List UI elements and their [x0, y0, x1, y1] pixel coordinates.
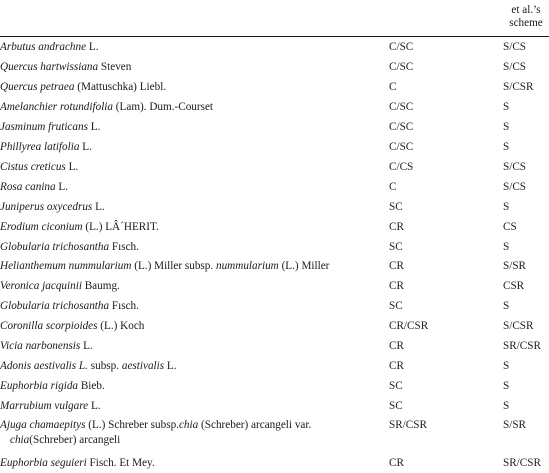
table-row: [0, 453, 549, 473]
species-cell: [0, 316, 144, 336]
strategy-cell: C/CS: [389, 160, 414, 173]
scheme-strategy-cell: S/SR: [503, 419, 527, 432]
species-name-part: chia: [10, 434, 30, 447]
table-row: [0, 396, 549, 416]
table-row: [0, 177, 549, 197]
species-name-part: L.: [164, 360, 177, 373]
species-name-part: Adonis aestivalis L.: [0, 360, 88, 373]
strategy-cell: CR/CSR: [389, 320, 429, 333]
scheme-strategy-cell: S: [503, 100, 510, 113]
species-name-part: Steven: [98, 60, 132, 73]
scheme-strategy-cell: S/CS: [503, 60, 527, 73]
strategy-cell: C/SC: [389, 140, 414, 153]
table-row: [0, 57, 549, 77]
species-cell: [0, 237, 139, 257]
table-row: [0, 336, 549, 356]
species-name-part: subsp.: [87, 360, 122, 373]
species-name-part: Juniperus oxycedrus: [0, 200, 93, 213]
strategy-cell: C: [389, 180, 397, 193]
species-name-part: (Schreber) arcangeli: [29, 434, 121, 447]
species-name-part: Globularia trichosantha: [0, 300, 110, 313]
strategy-cell: C/SC: [389, 41, 414, 53]
species-cell: [0, 157, 78, 177]
species-cell: [0, 296, 139, 316]
strategy-cell: CR: [389, 340, 404, 353]
species-name-part: Veronica jacquinii: [0, 280, 82, 293]
species-name-part: L.: [87, 120, 101, 133]
species-name-part: Quercus petraea: [0, 80, 75, 93]
species-cell: [0, 376, 105, 396]
species-cell: [0, 453, 155, 473]
species-name-part: Baumg.: [81, 280, 120, 293]
species-name-part: L.: [88, 400, 101, 413]
scheme-strategy-cell: S: [503, 200, 510, 213]
species-cell: [0, 57, 131, 77]
scheme-strategy-cell: S: [503, 140, 510, 153]
species-name-part: (Mattuschka) Liebl.: [74, 80, 167, 93]
table-row: [0, 296, 549, 316]
species-name-part: nummularium: [215, 260, 279, 273]
scheme-strategy-cell: SR/CSR: [503, 457, 541, 470]
table-row: [0, 97, 549, 117]
species-name-part: (L.) Schreber subsp.: [85, 419, 179, 432]
species-cell-continuation: [0, 433, 385, 448]
species-name-part: Euphorbia seguieri: [0, 457, 87, 470]
species-name-part: (L.) Koch: [97, 320, 145, 333]
species-name-part: chia: [178, 419, 199, 432]
table-row: [0, 316, 549, 336]
species-name-part: Phillyrea latifolia: [0, 140, 80, 153]
species-cell: [0, 137, 92, 157]
species-name-part: Euphorbia rigida: [0, 380, 79, 393]
species-name-part: Coronilla scorpioides: [0, 320, 98, 333]
species-name-part: (Lam). Dum.-Courset: [113, 100, 214, 113]
species-name-part: Globularia trichosantha: [0, 240, 110, 253]
species-name-part: L.: [92, 200, 105, 213]
scheme-strategy-cell: CSR: [503, 280, 525, 293]
species-name-part: Rosa canina: [0, 180, 56, 193]
species-name-part: L.: [55, 180, 69, 193]
strategy-cell: C/SC: [389, 120, 414, 133]
species-name-part: (L.) Miller subsp.: [131, 260, 216, 273]
strategy-cell: CR: [389, 280, 404, 293]
species-cell: [0, 276, 120, 296]
scheme-strategy-cell: S: [503, 400, 510, 413]
column-header-line-1: et al.’s: [511, 4, 541, 16]
table-row: [0, 197, 549, 217]
species-name-part: Arbutus andrachne: [0, 41, 87, 53]
table-row: [0, 237, 549, 257]
table-row: [0, 157, 549, 177]
scheme-strategy-cell: CS: [503, 220, 517, 233]
species-cell: [0, 336, 93, 356]
scheme-strategy-cell: SR/CSR: [503, 340, 541, 353]
species-name-part: Vicia narbonensis: [0, 340, 81, 353]
scheme-strategy-cell: S: [503, 240, 510, 253]
scheme-strategy-cell: S/CSR: [503, 320, 534, 333]
table-row: [0, 117, 549, 137]
scheme-strategy-cell: S/CS: [503, 41, 527, 53]
strategy-cell: SC: [389, 240, 403, 253]
species-name-part: L.: [79, 140, 92, 153]
scheme-strategy-cell: S: [503, 360, 510, 373]
species-cell: [0, 177, 68, 197]
scheme-strategy-cell: S: [503, 120, 510, 133]
strategy-cell: CR: [389, 457, 404, 470]
strategy-cell: C/SC: [389, 100, 414, 113]
species-cell: [0, 356, 177, 376]
scheme-strategy-cell: S/CS: [503, 160, 527, 173]
strategy-cell: CR: [389, 360, 404, 373]
scheme-strategy-cell: S/CSR: [503, 80, 534, 93]
table-row: [0, 137, 549, 157]
strategy-cell: C: [389, 80, 397, 93]
table-row: [0, 256, 549, 276]
species-name-part: Quercus hartwissiana: [0, 60, 99, 73]
column-header-line-2: scheme: [509, 17, 543, 29]
table-row: [0, 77, 549, 97]
table-row: [0, 376, 549, 396]
scheme-strategy-cell: S/CS: [503, 180, 527, 193]
species-cell: [0, 97, 213, 117]
species-name-part: (Schreber) arcangeli var.: [198, 419, 312, 432]
strategy-cell: CR: [389, 220, 404, 233]
scheme-strategy-cell: S: [503, 380, 510, 393]
table-row: [0, 37, 549, 57]
species-name-part: Helianthemum nummularium: [0, 260, 132, 273]
table-row: [0, 416, 549, 450]
table-row: [0, 217, 549, 237]
species-cell: [0, 37, 99, 57]
species-name-part: (L.) Miller: [278, 260, 330, 273]
strategy-cell: SR/CSR: [389, 419, 427, 432]
strategy-cell: SC: [389, 380, 403, 393]
strategy-cell: CR: [389, 260, 404, 273]
species-name-part: aestivalis: [121, 360, 165, 373]
species-cell: [0, 396, 101, 416]
species-name-part: (L.) LÂ´HERIT.: [82, 220, 159, 233]
strategy-cell: SC: [389, 200, 403, 213]
species-cell: [0, 256, 329, 276]
species-name-part: Marrubium vulgare: [0, 400, 89, 413]
species-cell: [0, 117, 100, 137]
species-name-part: L.: [65, 160, 79, 173]
species-name-part: Ajuga chamaepitys: [0, 419, 86, 432]
species-name-part: Bieb.: [78, 380, 105, 393]
species-name-part: L.: [86, 41, 99, 53]
species-cell: [0, 418, 385, 448]
species-name-part: Amelanchier rotundifolia: [0, 100, 113, 113]
strategy-cell: C/SC: [389, 60, 414, 73]
scheme-strategy-cell: S/SR: [503, 260, 527, 273]
species-name-part: Erodium ciconium: [0, 220, 83, 233]
scheme-strategy-cell: S: [503, 300, 510, 313]
species-name-part: Fısch.: [109, 240, 139, 253]
strategy-cell: SC: [389, 300, 403, 313]
species-cell: [0, 197, 105, 217]
species-cell: [0, 217, 159, 237]
table-row: [0, 356, 549, 376]
species-name-part: L.: [80, 340, 93, 353]
species-name-part: Cistus creticus: [0, 160, 66, 173]
species-cell: [0, 77, 166, 97]
species-name-part: Fısch.: [109, 300, 139, 313]
strategy-cell: SC: [389, 400, 403, 413]
species-name-part: Fisch. Et Mey.: [86, 457, 155, 470]
species-name-part: Jasminum fruticans: [0, 120, 88, 133]
table-row: [0, 276, 549, 296]
